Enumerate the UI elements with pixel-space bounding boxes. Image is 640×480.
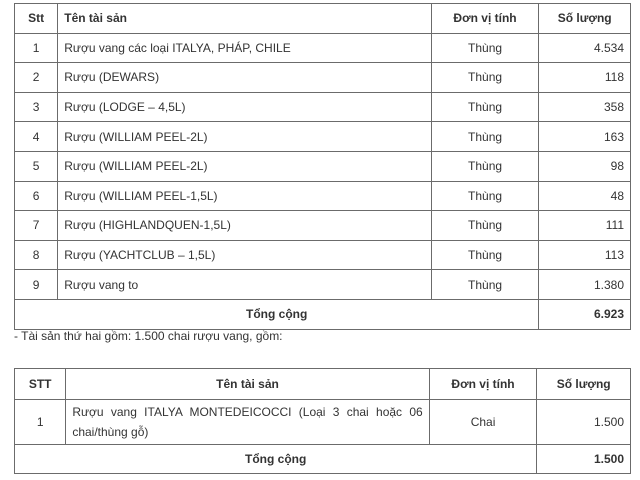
cell-stt: 8	[15, 240, 58, 270]
table-header-row	[15, 4, 631, 34]
cell-unit: Thùng	[431, 240, 539, 270]
table-row	[15, 122, 631, 152]
header-qty: Số lượng	[537, 369, 631, 400]
cell-name: Rượu (YACHTCLUB – 1,5L)	[58, 240, 431, 270]
cell-unit: Thùng	[431, 63, 539, 93]
asset-table-2	[14, 368, 631, 474]
table-row	[15, 400, 631, 445]
table-row	[15, 181, 631, 211]
cell-stt: 6	[15, 181, 58, 211]
cell-unit: Thùng	[431, 181, 539, 211]
cell-stt: 3	[15, 92, 58, 122]
cell-unit: Thùng	[431, 211, 539, 241]
cell-stt: 9	[15, 270, 58, 300]
header-unit: Đơn vị tính	[431, 4, 539, 34]
cell-name: Rượu (WILLIAM PEEL-1,5L)	[58, 181, 431, 211]
cell-qty: 163	[539, 122, 631, 152]
table-row	[15, 33, 631, 63]
cell-qty: 1.380	[539, 270, 631, 300]
table-row	[15, 92, 631, 122]
cell-qty: 358	[539, 92, 631, 122]
cell-qty: 113	[539, 240, 631, 270]
cell-stt: 7	[15, 211, 58, 241]
header-qty: Số lượng	[539, 4, 631, 34]
table-row	[15, 151, 631, 181]
table-row	[15, 240, 631, 270]
cell-name: Rượu (HIGHLANDQUEN-1,5L)	[58, 211, 431, 241]
cell-unit: Thùng	[431, 92, 539, 122]
table-row	[15, 211, 631, 241]
cell-stt: 1	[15, 400, 66, 445]
cell-stt: 4	[15, 122, 58, 152]
cell-qty: 98	[539, 151, 631, 181]
cell-qty: 111	[539, 211, 631, 241]
total-row	[15, 299, 631, 329]
total-label: Tổng cộng	[15, 445, 537, 474]
cell-name: Rượu (LODGE – 4,5L)	[58, 92, 431, 122]
table-row	[15, 270, 631, 300]
note-text: - Tài sản thứ hai gồm: 1.500 chai rượu vang, gồm:	[14, 329, 283, 343]
cell-name: Rượu vang các loại ITALYA, PHÁP, CHILE	[58, 33, 431, 63]
cell-qty: 4.534	[539, 33, 631, 63]
cell-stt: 1	[15, 33, 58, 63]
cell-unit: Thùng	[431, 270, 539, 300]
asset-table-1	[14, 3, 631, 330]
header-name: Tên tài sản	[58, 4, 431, 34]
total-value: 1.500	[537, 445, 631, 474]
cell-unit: Thùng	[431, 151, 539, 181]
cell-name: Rượu (WILLIAM PEEL-2L)	[58, 122, 431, 152]
cell-qty: 118	[539, 63, 631, 93]
cell-name: Rượu (DEWARS)	[58, 63, 431, 93]
cell-unit: Thùng	[431, 33, 539, 63]
cell-stt: 2	[15, 63, 58, 93]
total-value: 6.923	[539, 299, 631, 329]
cell-name: Rượu vang ITALYA MONTEDEICOCCI (Loại 3 chai hoặc 06 chai/thùng gỗ)	[66, 400, 429, 445]
header-unit: Đơn vị tính	[429, 369, 537, 400]
header-stt: STT	[15, 369, 66, 400]
total-label: Tổng cộng	[15, 299, 539, 329]
total-row	[15, 445, 631, 474]
table-row	[15, 63, 631, 93]
table-header-row	[15, 369, 631, 400]
cell-qty: 1.500	[537, 400, 631, 445]
cell-name: Rượu vang to	[58, 270, 431, 300]
cell-qty: 48	[539, 181, 631, 211]
cell-unit: Chai	[429, 400, 537, 445]
cell-unit: Thùng	[431, 122, 539, 152]
header-name: Tên tài sản	[66, 369, 429, 400]
cell-stt: 5	[15, 151, 58, 181]
cell-name: Rượu (WILLIAM PEEL-2L)	[58, 151, 431, 181]
header-stt: Stt	[15, 4, 58, 34]
